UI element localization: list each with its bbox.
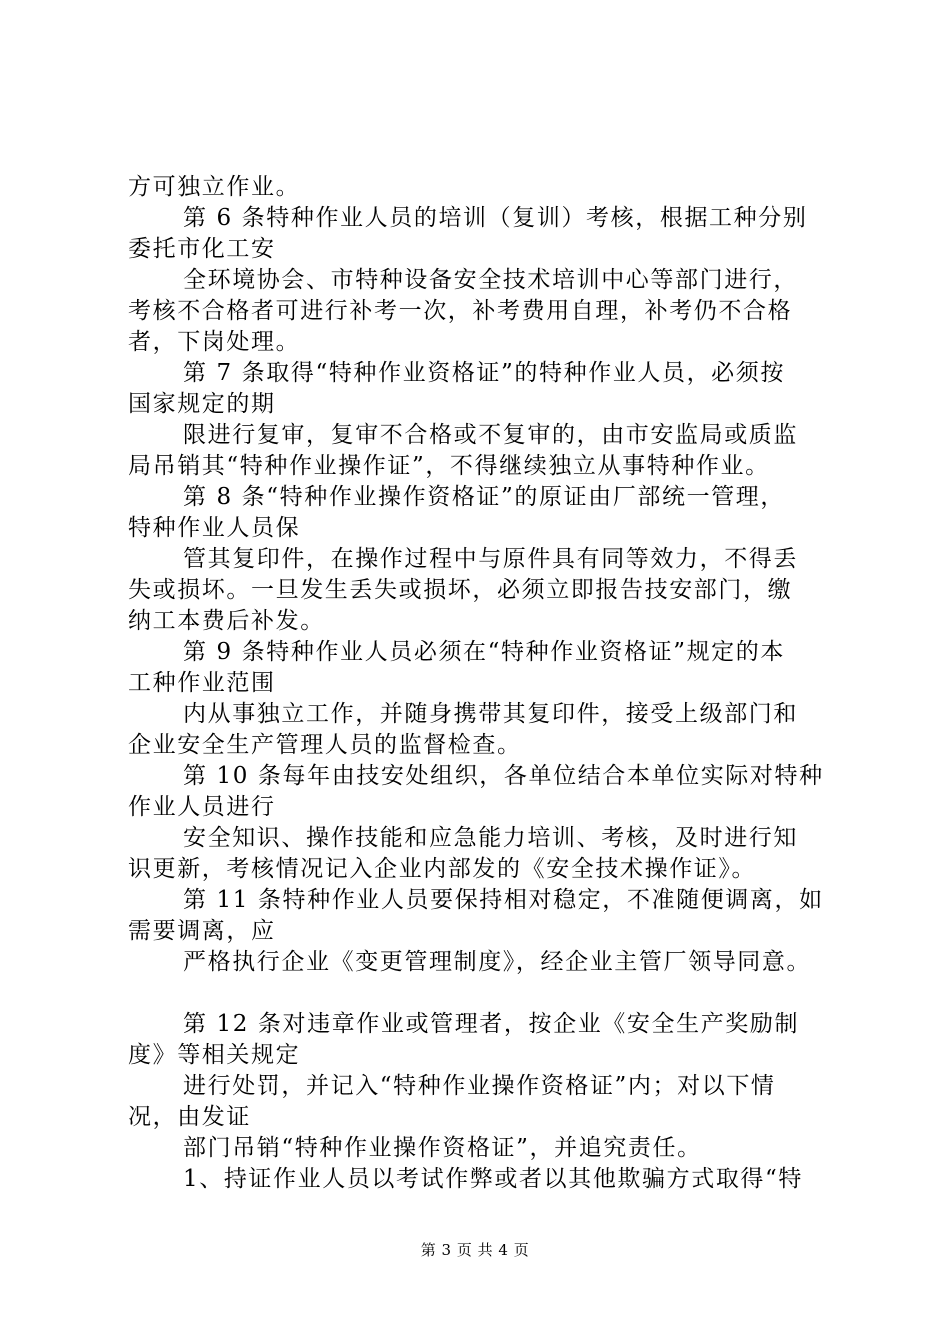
text-line: 特种作业人员保 bbox=[128, 515, 301, 541]
text-line: 第 6 条特种作业人员的培训（复训）考核，根据工种分别 bbox=[183, 205, 808, 231]
text-line: 1、持证作业人员以考试作弊或者以其他欺骗方式取得“特 bbox=[183, 1166, 803, 1192]
page-footer: 第 3 页 共 4 页 bbox=[420, 1241, 530, 1259]
text-line: 严格执行企业《变更管理制度》，经企业主管厂领导同意。 bbox=[183, 949, 812, 975]
text-line: 部门吊销“特种作业操作资格证”，并追究责任。 bbox=[183, 1135, 702, 1161]
text-line: 工种作业范围 bbox=[128, 670, 276, 696]
text-line: 国家规定的期 bbox=[128, 391, 276, 417]
text-line: 失或损坏。一旦发生丢失或损坏，必须立即报告技安部门，缴 bbox=[128, 577, 793, 603]
text-line: 识更新，考核情况记入企业内部发的《安全技术操作证》。 bbox=[128, 856, 757, 882]
text-line: 企业安全生产管理人员的监督检查。 bbox=[128, 732, 522, 758]
text-line: 需要调离，应 bbox=[128, 918, 276, 944]
text-line: 第 8 条“特种作业操作资格证”的原证由厂部统一管理， bbox=[183, 484, 785, 510]
text-line: 安全知识、操作技能和应急能力培训、考核，及时进行知 bbox=[183, 825, 798, 851]
text-line: 况，由发证 bbox=[128, 1104, 251, 1130]
text-line: 第 11 条特种作业人员要保持相对稳定，不准随便调离，如 bbox=[183, 887, 824, 913]
text-line: 委托市化工安 bbox=[128, 236, 276, 262]
text-line: 方可独立作业。 bbox=[128, 174, 301, 200]
text-line: 内从事独立工作，并随身携带其复印件，接受上级部门和 bbox=[183, 701, 798, 727]
text-line: 第 7 条取得“特种作业资格证”的特种作业人员，必须按 bbox=[183, 360, 785, 386]
text-line: 进行处罚，并记入“特种作业操作资格证”内；对以下情 bbox=[183, 1073, 776, 1099]
text-line: 者，下岗处理。 bbox=[128, 329, 301, 355]
text-line: 考核不合格者可进行补考一次，补考费用自理，补考仍不合格 bbox=[128, 298, 793, 324]
text-line: 度》等相关规定 bbox=[128, 1042, 301, 1068]
text-line: 纳工本费后补发。 bbox=[128, 608, 325, 634]
text-line: 限进行复审，复审不合格或不复审的，由市安监局或质监 bbox=[183, 422, 798, 448]
text-line: 第 12 条对违章作业或管理者，按企业《安全生产奖励制 bbox=[183, 1011, 800, 1037]
text-line: 第 9 条特种作业人员必须在“特种作业资格证”规定的本 bbox=[183, 639, 785, 665]
blank-line bbox=[128, 978, 832, 1009]
text-line: 全环境协会、市特种设备安全技术培训中心等部门进行， bbox=[183, 267, 798, 293]
text-line: 作业人员进行 bbox=[128, 794, 276, 820]
document-body bbox=[128, 172, 832, 1195]
text-line: 第 10 条每年由技安处组织，各单位结合本单位实际对特种 bbox=[183, 763, 824, 789]
text-line: 管其复印件，在操作过程中与原件具有同等效力，不得丢 bbox=[183, 546, 798, 572]
text-line: 局吊销其“特种作业操作证”，不得继续独立从事特种作业。 bbox=[128, 453, 770, 479]
